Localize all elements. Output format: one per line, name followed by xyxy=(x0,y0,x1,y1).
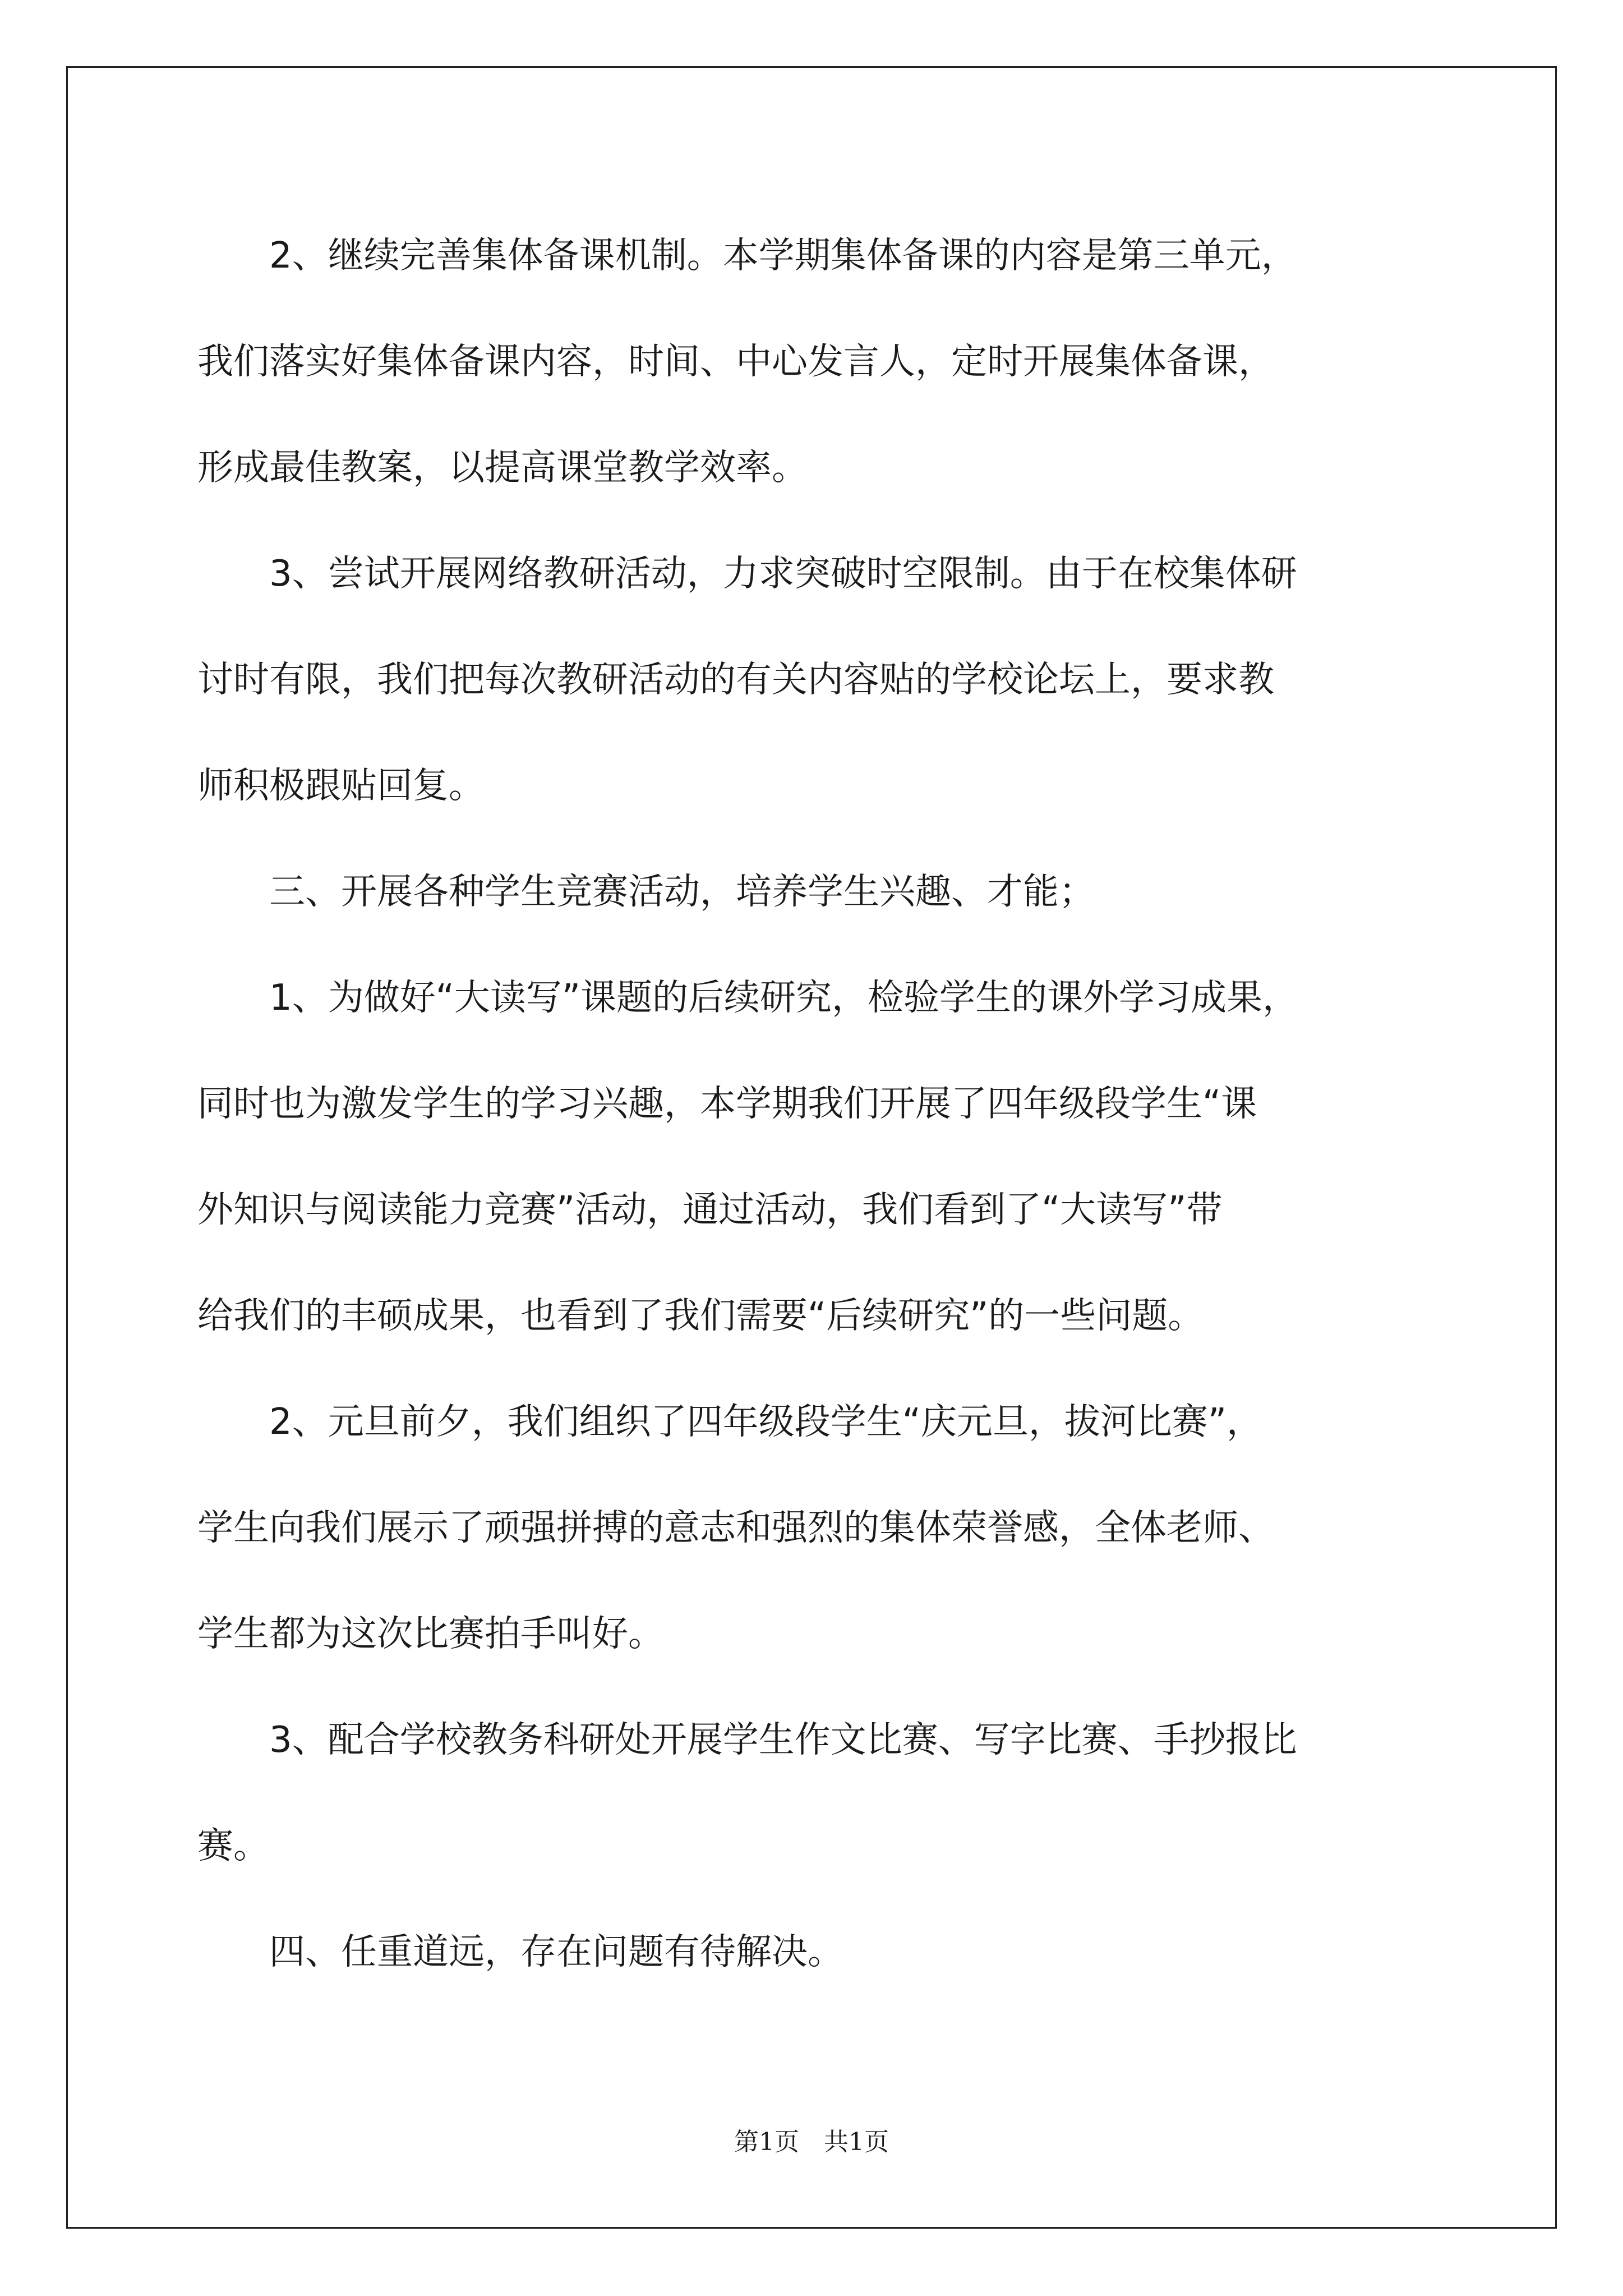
section-heading-competitions xyxy=(197,839,1431,945)
text-line: 2、继续完善集体备课机制。本学期集体备课的内容是第三单元， xyxy=(197,235,1297,277)
paragraph-writing-contests xyxy=(197,1687,1431,1899)
text-line: 3、尝试开展网络教研活动，力求突破时空限制。由于在校集体研 xyxy=(197,553,1297,595)
text-line: 3、配合学校教务科研处开展学生作文比赛、写字比赛、手抄报比 xyxy=(197,1719,1297,1761)
text-line: 三、开展各种学生竞赛活动，培养学生兴趣、才能； xyxy=(197,871,1095,913)
text-line: 形成最佳教案，以提高课堂教学效率。 xyxy=(197,447,808,489)
text-line: 讨时有限，我们把每次教研活动的有关内容贴的学校论坛上，要求教 xyxy=(197,659,1274,701)
paragraph-collective-lesson-prep xyxy=(197,203,1431,521)
section-heading-problems xyxy=(197,1899,1431,2005)
text-line: 1、为做好“大读写”课题的后续研究，检验学生的课外学习成果， xyxy=(197,977,1299,1019)
text-line: 同时也为激发学生的学习兴趣，本学期我们开展了四年级段学生“课 xyxy=(197,1083,1257,1125)
text-line: 师积极跟贴回复。 xyxy=(197,765,485,807)
text-line: 学生向我们展示了顽强拼搏的意志和强烈的集体荣誉感，全体老师、 xyxy=(197,1507,1274,1549)
paragraph-reading-competition xyxy=(197,945,1431,1369)
document-body xyxy=(197,203,1431,2005)
text-line: 学生都为这次比赛拍手叫好。 xyxy=(197,1613,664,1655)
text-line: 外知识与阅读能力竞赛”活动，通过活动，我们看到了“大读写”带 xyxy=(197,1189,1223,1231)
text-line: 给我们的丰硕成果，也看到了我们需要“后续研究”的一些问题。 xyxy=(197,1295,1204,1337)
paragraph-tug-of-war xyxy=(197,1369,1431,1687)
page-number-footer: 第1页 共1页 xyxy=(734,2128,889,2156)
text-line: 赛。 xyxy=(197,1825,269,1867)
paragraph-online-research xyxy=(197,521,1431,839)
text-line: 2、元旦前夕，我们组织了四年级段学生“庆元旦，拔河比赛”， xyxy=(197,1401,1263,1443)
text-line: 我们落实好集体备课内容，时间、中心发言人，定时开展集体备课， xyxy=(197,341,1274,383)
text-line: 四、任重道远，存在问题有待解决。 xyxy=(197,1931,843,1973)
